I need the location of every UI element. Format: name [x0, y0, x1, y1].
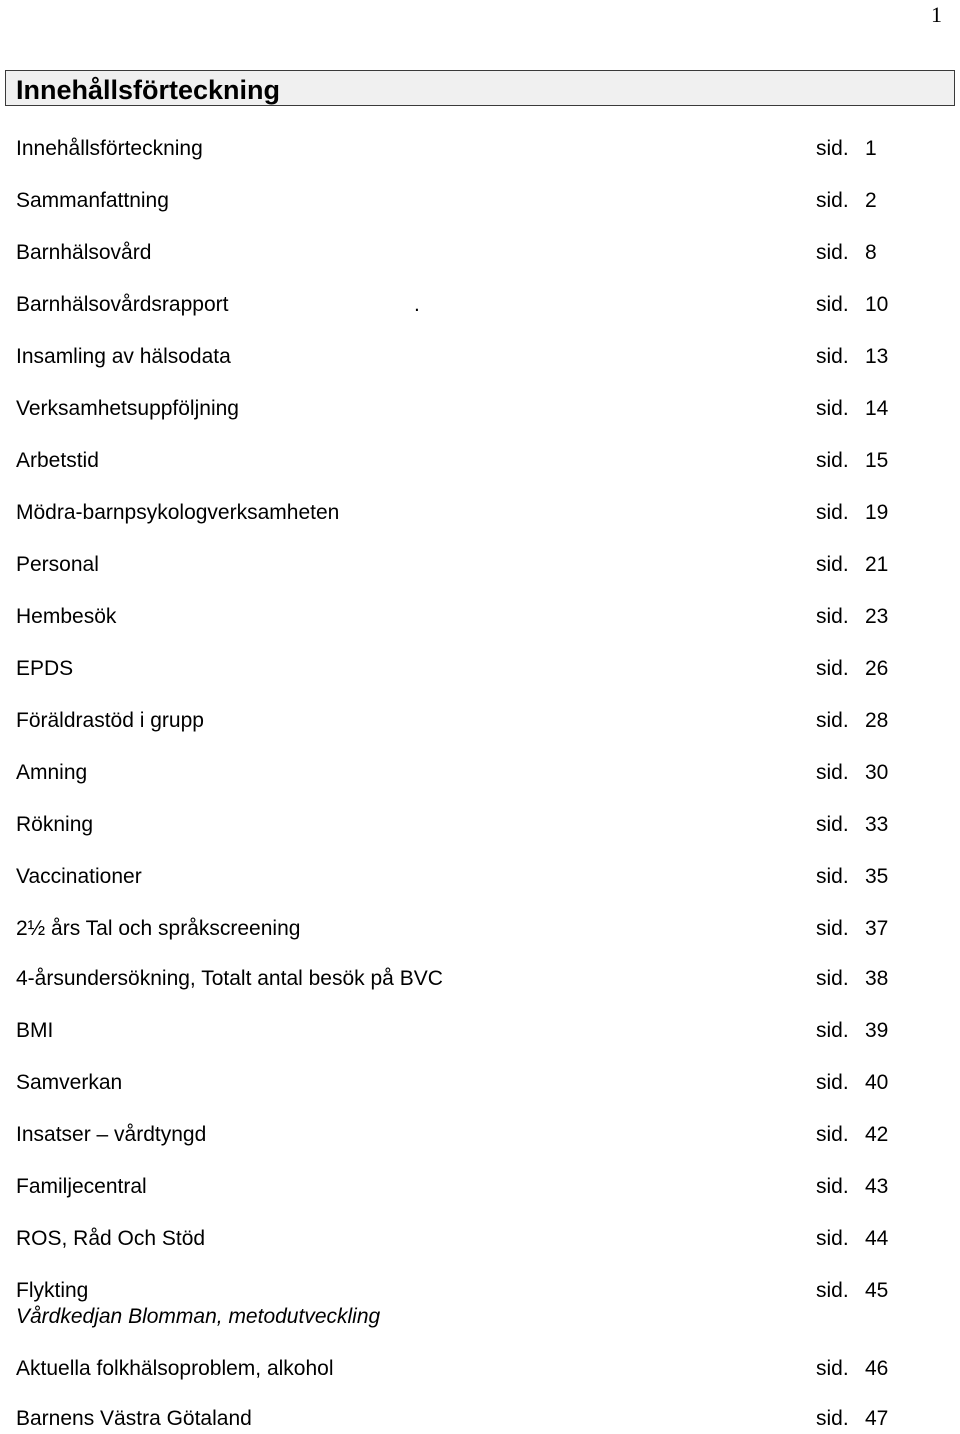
toc-entry-sid-label: sid.: [816, 657, 849, 680]
toc-entry[interactable]: [0, 342, 960, 372]
toc-entry-sid-label: sid.: [816, 293, 849, 316]
toc-entry[interactable]: [0, 1276, 960, 1328]
toc-entry-page-number: 37: [865, 917, 889, 940]
toc-entry-page-number: 14: [865, 397, 889, 420]
page-number: 1: [931, 2, 942, 27]
toc-entry-page-number: 43: [865, 1175, 889, 1198]
toc-entry-title: Innehållsförteckning: [16, 137, 203, 160]
toc-entry-sid-label: sid.: [816, 189, 849, 212]
toc-entry[interactable]: [0, 186, 960, 216]
toc-entry-page-number: 13: [865, 345, 889, 368]
toc-entry[interactable]: [0, 1354, 960, 1384]
toc-entry-dot: .: [414, 293, 420, 316]
toc-entry-page-number: 47: [865, 1407, 889, 1430]
page-title: Innehållsförteckning: [16, 75, 281, 105]
toc-entry-sid-label: sid.: [816, 1227, 849, 1250]
toc-entry[interactable]: [0, 1224, 960, 1254]
toc-entry-page-number: 23: [865, 605, 889, 628]
toc-entry-sid-label: sid.: [816, 137, 849, 160]
toc-entry[interactable]: [0, 550, 960, 580]
toc-entry-page-number: 42: [865, 1123, 889, 1146]
toc-entry-title: EPDS: [16, 657, 74, 680]
toc-entry-title: Vaccinationer: [16, 865, 142, 888]
toc-entry[interactable]: [0, 862, 960, 892]
toc-entry-sid-label: sid.: [816, 1407, 849, 1430]
toc-entry[interactable]: [0, 446, 960, 476]
toc-entry-page-number: 44: [865, 1227, 889, 1250]
toc-entry-page-number: 35: [865, 865, 889, 888]
toc-entry-page-number: 21: [865, 553, 889, 576]
toc-entry[interactable]: [0, 1172, 960, 1202]
toc-entry[interactable]: [0, 134, 960, 164]
toc-entry-sid-label: sid.: [816, 501, 849, 524]
toc-entry-sid-label: sid.: [816, 1019, 849, 1042]
toc-entry-title: Familjecentral: [16, 1175, 147, 1198]
toc-entry-sid-label: sid.: [816, 1279, 849, 1302]
toc-entry[interactable]: [0, 290, 960, 320]
toc-entry-title: Arbetstid: [16, 449, 99, 472]
toc-entry[interactable]: [0, 810, 960, 840]
toc-entry-sid-label: sid.: [816, 709, 849, 732]
toc-entry[interactable]: [0, 654, 960, 684]
toc-entry-page-number: 10: [865, 293, 889, 316]
toc-entry-title: Insamling av hälsodata: [16, 345, 231, 368]
toc-entry[interactable]: [0, 964, 960, 994]
toc-entry-sid-label: sid.: [816, 1357, 849, 1380]
toc-entry-sid-label: sid.: [816, 1175, 849, 1198]
toc-entry-title: Personal: [16, 553, 99, 576]
toc-entry-sid-label: sid.: [816, 241, 849, 264]
toc-entry-sid-label: sid.: [816, 813, 849, 836]
toc-entry[interactable]: [0, 394, 960, 424]
toc-entry-sid-label: sid.: [816, 865, 849, 888]
toc-entry-page-number: 46: [865, 1357, 889, 1380]
toc-entry[interactable]: [0, 602, 960, 632]
toc-entry-title: Mödra-barnpsykologverksamheten: [16, 501, 340, 524]
toc-entry[interactable]: [0, 498, 960, 528]
toc-entry-title: Föräldrastöd i grupp: [16, 709, 204, 732]
toc-entry-page-number: 30: [865, 761, 889, 784]
toc-entry-page-number: 45: [865, 1279, 889, 1302]
toc-entry[interactable]: [0, 1120, 960, 1150]
toc-entry-title: Aktuella folkhälsoproblem, alkohol: [16, 1357, 334, 1380]
toc-entry-sid-label: sid.: [816, 345, 849, 368]
toc-entry-subtitle: Vårdkedjan Blomman, metodutveckling: [16, 1305, 381, 1328]
toc-entry-page-number: 38: [865, 967, 889, 990]
toc-entry-sid-label: sid.: [816, 553, 849, 576]
toc-entry-sid-label: sid.: [816, 1123, 849, 1146]
toc-entry-page-number: 19: [865, 501, 889, 524]
toc-entry-title: 4-årsundersökning, Totalt antal besök på BVC: [16, 967, 443, 990]
toc-entry-sid-label: sid.: [816, 917, 849, 940]
toc-entry[interactable]: [0, 238, 960, 268]
toc-entry[interactable]: [0, 706, 960, 736]
toc-entry[interactable]: [0, 914, 960, 944]
toc-entry-title: Flykting: [16, 1279, 89, 1302]
toc-entry-title: Samverkan: [16, 1071, 123, 1094]
toc-entry-page-number: 33: [865, 813, 889, 836]
toc-entry[interactable]: [0, 1068, 960, 1098]
toc-entry-title: Rökning: [16, 813, 94, 836]
toc-entry-title: Barnens Västra Götaland: [16, 1407, 252, 1430]
toc-entry[interactable]: [0, 758, 960, 788]
toc-entry-title: Barnhälsovårdsrapport: [16, 293, 229, 316]
toc-entry-page-number: 15: [865, 449, 889, 472]
toc-entry-sid-label: sid.: [816, 1071, 849, 1094]
toc-entry-sid-label: sid.: [816, 967, 849, 990]
toc-entry-title: 2½ års Tal och språkscreening: [16, 917, 301, 940]
toc-heading-box: [5, 70, 955, 106]
toc-entry-page-number: 28: [865, 709, 889, 732]
toc-entry-title: ROS, Råd Och Stöd: [16, 1227, 206, 1250]
toc-entry-title: Barnhälsovård: [16, 241, 152, 264]
toc-entry-sid-label: sid.: [816, 449, 849, 472]
toc-entry-page-number: 1: [865, 137, 877, 160]
toc-entry-sid-label: sid.: [816, 605, 849, 628]
toc-entry-page-number: 40: [865, 1071, 889, 1094]
toc-entry-page-number: 2: [865, 189, 877, 212]
toc-entry[interactable]: [0, 1016, 960, 1046]
toc-entry-page-number: 8: [865, 241, 877, 264]
toc-entry-page-number: 39: [865, 1019, 889, 1042]
toc-entry-page-number: 26: [865, 657, 889, 680]
toc-entry-sid-label: sid.: [816, 397, 849, 420]
toc-entry-title: Amning: [16, 761, 88, 784]
toc-entry-title: Verksamhetsuppföljning: [16, 397, 239, 420]
toc-entry-title: Sammanfattning: [16, 189, 169, 212]
toc-entry-sid-label: sid.: [816, 761, 849, 784]
toc-entry[interactable]: [0, 1404, 960, 1434]
toc-entry-title: Hembesök: [16, 605, 117, 628]
toc-entry-title: BMI: [16, 1019, 54, 1042]
toc-entry-title: Insatser – vårdtyngd: [16, 1123, 207, 1146]
